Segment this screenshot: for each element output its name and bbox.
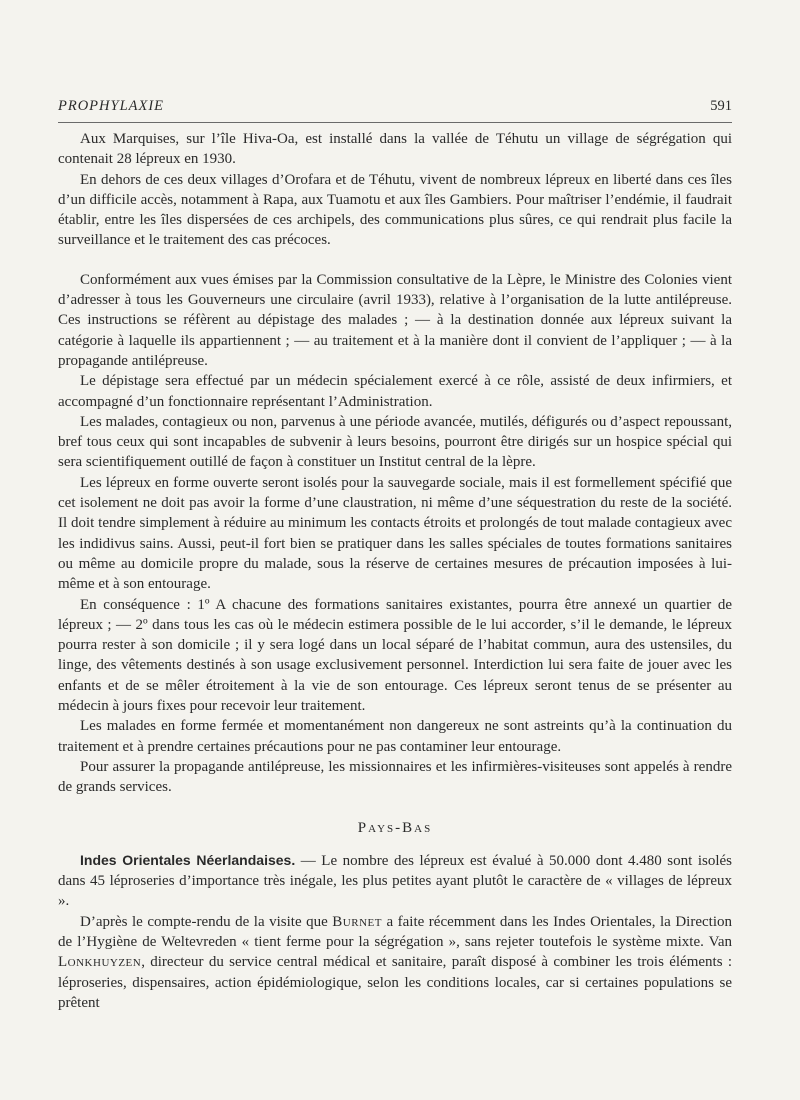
paragraph-isolement: Les lépreux en forme ouverte seront isolés pour la sauvegarde sociale, mais il est formellement spécifié que cet isolement ne doit pas avoir la forme d’une claustration, ni même d’une séquestration du reste de la société. Il doit tendre simplement à réduire au minimum les contacts étroits et prolongés de tout malade contagieux avec les indidivus sains. Aussi, peut-il fort bien se pratiquer dans les salles spéciales de toutes formations sanitaires ou même au domicile propre du malade, sous la réserve de certaines mesures de précaution imposées à lui-même et à son entourage.	[58, 474, 732, 593]
body-text	[58, 129, 732, 1013]
paragraph-marquises: Aux Marquises, sur l’île Hiva-Oa, est installé dans la vallée de Téhutu un village de ségrégation qui contenait 28 lépreux en 1930.	[58, 131, 732, 168]
burnet-text-after: , directeur du service central médical et sanitaire, paraît disposé à combiner les trois éléments : léproseries, dispensaires, action épidémiologique, selon les conditions locales, car si certaines populations se prêtent	[58, 954, 732, 1011]
paragraph-circulaire: Conformément aux vues émises par la Commission consultative de la Lèpre, le Ministre des Colonies vient d’adresser à tous les Gouverneurs une circulaire (avril 1933), relative à l’organisation de la lutte antilépreuse. Ces instructions se réfèrent au dépistage des malades ; — à la destination donnée aux lépreux suivant la catégorie à laquelle ils appartiennent ; — au traitement et à la manière dont il convient de l’appliquer ; — à la propagande antilépreuse.	[58, 271, 732, 369]
paragraph-forme-fermee: Les malades en forme fermée et momentanément non dangereux ne sont astreints qu’à la continuation du traitement et à prendre certaines précautions pour ne pas contaminer leur entourage.	[58, 718, 732, 755]
page-number: 591	[710, 98, 732, 114]
paragraph-indes-text: — Le nombre des lépreux est évalué à 50.000 dont 4.480 sont isolés dans 45 léproseries d’importance très inégale, les plus petites ayant plutôt le caractère de « villages de lépreux ».	[58, 852, 732, 910]
running-title: PROPHYLAXIE	[58, 98, 165, 114]
section-heading: Pays-Bas	[357, 819, 433, 836]
sub-heading: Indes Orientales Néerlandaises.	[80, 851, 296, 868]
paragraph-hospice: Les malades, contagieux ou non, parvenus à une période avancée, mutilés, défigurés ou d’aspect repoussant, bref tous ceux qui sont incapables de subvenir à leurs besoins, pourront être dirigés sur un hospice spécial qui sera scientifiquement outillé de façon à constituer un Institut central de la lèpre.	[58, 413, 732, 471]
author-name-burnet: Burnet	[332, 913, 382, 930]
author-name-lonkhuyzen: Lonkhuyzen	[58, 954, 142, 971]
page-header	[58, 94, 732, 118]
paragraph-propagande: Pour assurer la propagande antilépreuse, les missionnaires et les infirmières-visiteuses sont appelés à rendre de grands services.	[58, 758, 732, 796]
burnet-text-before: D’après le compte-rendu de la visite que	[80, 913, 333, 930]
paragraph-depistage: Le dépistage sera effectué par un médecin spécialement exercé à ce rôle, assisté de deux infirmiers, et accompagné d’un fonctionnaire représentant l’Administration.	[58, 373, 732, 410]
paragraph-burnet	[58, 912, 732, 1013]
paragraph-indes	[58, 850, 732, 912]
burnet-text-mid: a faite récemment dans les Indes Orientales, la Direction de l’Hygiène de Weltevreden « tient ferme pour la ségrégation », sans rejeter toutefois le système mixte. Van	[58, 913, 732, 950]
paragraph-consequence: En conséquence : 1º A chacune des formations sanitaires existantes, pourra être annexé un quartier de lépreux ; — 2º dans tous les cas où le médecin estimera possible de le lui accorder, s’il le demande, le lépreux pourra rester à son domicile ; il y sera logé dans un local séparé de l’habitat commun, aura des ustensiles, du linge, des vêtements destinés à son usage exclusivement personnel. Interdiction lui sera faite de jouer avec les enfants et de se mêler étroitement à la vie de son entourage. Ces lépreux seront tenus de se présenter au médecin à jours fixes pour recevoir leur traitement.	[58, 596, 732, 715]
paragraph-villages: En dehors de ces deux villages d’Orofara et de Téhutu, vivent de nombreux lépreux en liberté dans ces îles d’un difficile accès, notamment à Rapa, aux Tuamotu et aux îles Gambiers. Pour maîtriser l’endémie, il faudrait établir, entre les îles dispersées de ces archipels, des communications plus sûres, ce qui rendrait plus facile la surveillance et le traitement des cas précoces.	[58, 171, 732, 249]
header-rule	[58, 122, 732, 123]
